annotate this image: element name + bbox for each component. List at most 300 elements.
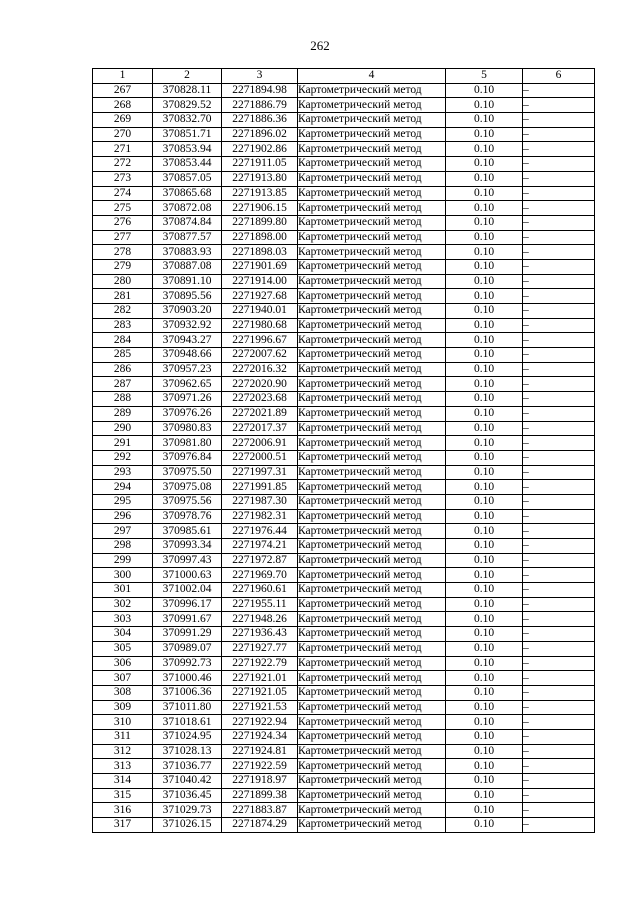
table-row <box>93 127 595 142</box>
x-coordinate-cell: 370832.70 <box>153 113 222 128</box>
accuracy-cell: 0.10 <box>446 744 523 759</box>
table-row <box>93 171 595 186</box>
note-cell: – <box>523 392 595 407</box>
point-number-cell: 297 <box>93 524 153 539</box>
note-cell: – <box>523 627 595 642</box>
page-number: 262 <box>310 38 330 53</box>
y-coordinate-cell: 2271927.77 <box>222 641 298 656</box>
table-row <box>93 215 595 230</box>
table-row <box>93 406 595 421</box>
note-cell: – <box>523 377 595 392</box>
y-coordinate-cell: 2271874.29 <box>222 818 298 833</box>
x-coordinate-cell: 371026.15 <box>153 818 222 833</box>
y-coordinate-cell: 2271924.81 <box>222 744 298 759</box>
method-cell: Картометрический метод <box>298 715 446 730</box>
x-coordinate-cell: 370828.11 <box>153 83 222 98</box>
method-cell: Картометрический метод <box>298 641 446 656</box>
note-cell: – <box>523 304 595 319</box>
y-coordinate-cell: 2272021.89 <box>222 406 298 421</box>
note-cell: – <box>523 788 595 803</box>
table-row <box>93 509 595 524</box>
accuracy-cell: 0.10 <box>446 186 523 201</box>
point-number-cell: 268 <box>93 98 153 113</box>
x-coordinate-cell: 370851.71 <box>153 127 222 142</box>
x-coordinate-cell: 370903.20 <box>153 304 222 319</box>
table-row <box>93 304 595 319</box>
method-cell: Картометрический метод <box>298 215 446 230</box>
y-coordinate-cell: 2271911.05 <box>222 157 298 172</box>
y-coordinate-cell: 2271982.31 <box>222 509 298 524</box>
note-cell: – <box>523 113 595 128</box>
accuracy-cell: 0.10 <box>446 509 523 524</box>
note-cell: – <box>523 259 595 274</box>
x-coordinate-cell: 370932.92 <box>153 318 222 333</box>
x-coordinate-cell: 370971.26 <box>153 392 222 407</box>
accuracy-cell: 0.10 <box>446 671 523 686</box>
y-coordinate-cell: 2271996.67 <box>222 333 298 348</box>
y-coordinate-cell: 2271913.85 <box>222 186 298 201</box>
table-row <box>93 289 595 304</box>
point-number-cell: 279 <box>93 259 153 274</box>
method-cell: Картометрический метод <box>298 171 446 186</box>
note-cell: – <box>523 230 595 245</box>
method-cell: Картометрический метод <box>298 774 446 789</box>
note-cell: – <box>523 553 595 568</box>
table-row <box>93 259 595 274</box>
point-number-cell: 310 <box>93 715 153 730</box>
accuracy-cell: 0.10 <box>446 157 523 172</box>
method-cell: Картометрический метод <box>298 729 446 744</box>
table-row <box>93 568 595 583</box>
table-row <box>93 230 595 245</box>
column-header-3: 3 <box>222 69 298 84</box>
accuracy-cell: 0.10 <box>446 553 523 568</box>
y-coordinate-cell: 2271921.01 <box>222 671 298 686</box>
table-row <box>93 803 595 818</box>
table-row <box>93 113 595 128</box>
method-cell: Картометрический метод <box>298 230 446 245</box>
point-number-cell: 267 <box>93 83 153 98</box>
note-cell: – <box>523 656 595 671</box>
method-cell: Картометрический метод <box>298 186 446 201</box>
table-body <box>93 83 595 832</box>
table-row <box>93 583 595 598</box>
y-coordinate-cell: 2271918.97 <box>222 774 298 789</box>
point-number-cell: 303 <box>93 612 153 627</box>
method-cell: Картометрический метод <box>298 788 446 803</box>
method-cell: Картометрический метод <box>298 289 446 304</box>
point-number-cell: 309 <box>93 700 153 715</box>
method-cell: Картометрический метод <box>298 392 446 407</box>
note-cell: – <box>523 274 595 289</box>
point-number-cell: 306 <box>93 656 153 671</box>
note-cell: – <box>523 421 595 436</box>
method-cell: Картометрический метод <box>298 318 446 333</box>
method-cell: Картометрический метод <box>298 494 446 509</box>
table-row <box>93 142 595 157</box>
y-coordinate-cell: 2271922.94 <box>222 715 298 730</box>
x-coordinate-cell: 370991.67 <box>153 612 222 627</box>
table-row <box>93 83 595 98</box>
table-row <box>93 685 595 700</box>
note-cell: – <box>523 685 595 700</box>
column-header-2: 2 <box>153 69 222 84</box>
x-coordinate-cell: 370975.50 <box>153 465 222 480</box>
point-number-cell: 289 <box>93 406 153 421</box>
accuracy-cell: 0.10 <box>446 774 523 789</box>
method-cell: Картометрический метод <box>298 509 446 524</box>
accuracy-cell: 0.10 <box>446 289 523 304</box>
note-cell: – <box>523 818 595 833</box>
y-coordinate-cell: 2271955.11 <box>222 597 298 612</box>
x-coordinate-cell: 370948.66 <box>153 348 222 363</box>
point-number-cell: 292 <box>93 450 153 465</box>
accuracy-cell: 0.10 <box>446 700 523 715</box>
method-cell: Картометрический метод <box>298 465 446 480</box>
y-coordinate-cell: 2272020.90 <box>222 377 298 392</box>
note-cell: – <box>523 641 595 656</box>
y-coordinate-cell: 2271991.85 <box>222 480 298 495</box>
x-coordinate-cell: 370943.27 <box>153 333 222 348</box>
point-number-cell: 311 <box>93 729 153 744</box>
accuracy-cell: 0.10 <box>446 333 523 348</box>
point-number-cell: 315 <box>93 788 153 803</box>
x-coordinate-cell: 371024.95 <box>153 729 222 744</box>
note-cell: – <box>523 362 595 377</box>
note-cell: – <box>523 289 595 304</box>
note-cell: – <box>523 715 595 730</box>
method-cell: Картометрический метод <box>298 539 446 554</box>
y-coordinate-cell: 2271922.79 <box>222 656 298 671</box>
y-coordinate-cell: 2271921.05 <box>222 685 298 700</box>
table-row <box>93 744 595 759</box>
accuracy-cell: 0.10 <box>446 171 523 186</box>
table-row <box>93 348 595 363</box>
method-cell: Картометрический метод <box>298 201 446 216</box>
x-coordinate-cell: 371028.13 <box>153 744 222 759</box>
table-row <box>93 157 595 172</box>
note-cell: – <box>523 83 595 98</box>
table-row <box>93 774 595 789</box>
accuracy-cell: 0.10 <box>446 318 523 333</box>
note-cell: – <box>523 465 595 480</box>
accuracy-cell: 0.10 <box>446 656 523 671</box>
note-cell: – <box>523 142 595 157</box>
method-cell: Картометрический метод <box>298 127 446 142</box>
accuracy-cell: 0.10 <box>446 142 523 157</box>
x-coordinate-cell: 370976.26 <box>153 406 222 421</box>
accuracy-cell: 0.10 <box>446 480 523 495</box>
method-cell: Картометрический метод <box>298 553 446 568</box>
note-cell: – <box>523 494 595 509</box>
note-cell: – <box>523 450 595 465</box>
column-header-5: 5 <box>446 69 523 84</box>
accuracy-cell: 0.10 <box>446 215 523 230</box>
accuracy-cell: 0.10 <box>446 759 523 774</box>
point-number-cell: 312 <box>93 744 153 759</box>
point-number-cell: 317 <box>93 818 153 833</box>
y-coordinate-cell: 2271980.68 <box>222 318 298 333</box>
y-coordinate-cell: 2271902.86 <box>222 142 298 157</box>
method-cell: Картометрический метод <box>298 612 446 627</box>
accuracy-cell: 0.10 <box>446 803 523 818</box>
note-cell: – <box>523 539 595 554</box>
x-coordinate-cell: 370887.08 <box>153 259 222 274</box>
note-cell: – <box>523 597 595 612</box>
x-coordinate-cell: 371036.77 <box>153 759 222 774</box>
table-row <box>93 671 595 686</box>
method-cell: Картометрический метод <box>298 480 446 495</box>
point-number-cell: 307 <box>93 671 153 686</box>
x-coordinate-cell: 370895.56 <box>153 289 222 304</box>
y-coordinate-cell: 2272016.32 <box>222 362 298 377</box>
table-row <box>93 788 595 803</box>
y-coordinate-cell: 2272006.91 <box>222 436 298 451</box>
point-number-cell: 273 <box>93 171 153 186</box>
note-cell: – <box>523 245 595 260</box>
point-number-cell: 270 <box>93 127 153 142</box>
point-number-cell: 272 <box>93 157 153 172</box>
point-number-cell: 308 <box>93 685 153 700</box>
point-number-cell: 286 <box>93 362 153 377</box>
method-cell: Картометрический метод <box>298 245 446 260</box>
coordinates-table <box>92 68 595 833</box>
y-coordinate-cell: 2271921.53 <box>222 700 298 715</box>
accuracy-cell: 0.10 <box>446 568 523 583</box>
accuracy-cell: 0.10 <box>446 450 523 465</box>
y-coordinate-cell: 2272007.62 <box>222 348 298 363</box>
table-row <box>93 818 595 833</box>
x-coordinate-cell: 371011.80 <box>153 700 222 715</box>
table-row <box>93 641 595 656</box>
note-cell: – <box>523 583 595 598</box>
y-coordinate-cell: 2271886.79 <box>222 98 298 113</box>
x-coordinate-cell: 371036.45 <box>153 788 222 803</box>
method-cell: Картометрический метод <box>298 450 446 465</box>
x-coordinate-cell: 371018.61 <box>153 715 222 730</box>
method-cell: Картометрический метод <box>298 744 446 759</box>
point-number-cell: 300 <box>93 568 153 583</box>
accuracy-cell: 0.10 <box>446 127 523 142</box>
table-row <box>93 480 595 495</box>
table-row <box>93 436 595 451</box>
note-cell: – <box>523 759 595 774</box>
point-number-cell: 277 <box>93 230 153 245</box>
accuracy-cell: 0.10 <box>446 627 523 642</box>
table-row <box>93 318 595 333</box>
accuracy-cell: 0.10 <box>446 524 523 539</box>
y-coordinate-cell: 2271940.01 <box>222 304 298 319</box>
y-coordinate-cell: 2271969.70 <box>222 568 298 583</box>
x-coordinate-cell: 371000.63 <box>153 568 222 583</box>
note-cell: – <box>523 509 595 524</box>
y-coordinate-cell: 2271922.59 <box>222 759 298 774</box>
column-header-6: 6 <box>523 69 595 84</box>
point-number-cell: 314 <box>93 774 153 789</box>
table-row <box>93 759 595 774</box>
y-coordinate-cell: 2271913.80 <box>222 171 298 186</box>
method-cell: Картометрический метод <box>298 436 446 451</box>
note-cell: – <box>523 98 595 113</box>
accuracy-cell: 0.10 <box>446 348 523 363</box>
point-number-cell: 276 <box>93 215 153 230</box>
point-number-cell: 288 <box>93 392 153 407</box>
x-coordinate-cell: 370857.05 <box>153 171 222 186</box>
x-coordinate-cell: 370985.61 <box>153 524 222 539</box>
table-header-row <box>93 69 595 84</box>
table-row <box>93 465 595 480</box>
point-number-cell: 296 <box>93 509 153 524</box>
x-coordinate-cell: 370829.52 <box>153 98 222 113</box>
note-cell: – <box>523 348 595 363</box>
note-cell: – <box>523 524 595 539</box>
y-coordinate-cell: 2271906.15 <box>222 201 298 216</box>
table-row <box>93 98 595 113</box>
accuracy-cell: 0.10 <box>446 274 523 289</box>
x-coordinate-cell: 370980.83 <box>153 421 222 436</box>
accuracy-cell: 0.10 <box>446 98 523 113</box>
method-cell: Картометрический метод <box>298 700 446 715</box>
accuracy-cell: 0.10 <box>446 641 523 656</box>
x-coordinate-cell: 371040.42 <box>153 774 222 789</box>
point-number-cell: 274 <box>93 186 153 201</box>
table-row <box>93 421 595 436</box>
point-number-cell: 295 <box>93 494 153 509</box>
y-coordinate-cell: 2271901.69 <box>222 259 298 274</box>
accuracy-cell: 0.10 <box>446 421 523 436</box>
method-cell: Картометрический метод <box>298 304 446 319</box>
method-cell: Картометрический метод <box>298 759 446 774</box>
method-cell: Картометрический метод <box>298 377 446 392</box>
accuracy-cell: 0.10 <box>446 406 523 421</box>
note-cell: – <box>523 568 595 583</box>
point-number-cell: 316 <box>93 803 153 818</box>
accuracy-cell: 0.10 <box>446 465 523 480</box>
point-number-cell: 285 <box>93 348 153 363</box>
table-row <box>93 362 595 377</box>
y-coordinate-cell: 2271886.36 <box>222 113 298 128</box>
method-cell: Картометрический метод <box>298 803 446 818</box>
accuracy-cell: 0.10 <box>446 597 523 612</box>
table-row <box>93 612 595 627</box>
note-cell: – <box>523 171 595 186</box>
note-cell: – <box>523 480 595 495</box>
accuracy-cell: 0.10 <box>446 201 523 216</box>
x-coordinate-cell: 370877.57 <box>153 230 222 245</box>
y-coordinate-cell: 2271898.00 <box>222 230 298 245</box>
point-number-cell: 271 <box>93 142 153 157</box>
accuracy-cell: 0.10 <box>446 113 523 128</box>
point-number-cell: 283 <box>93 318 153 333</box>
x-coordinate-cell: 370996.17 <box>153 597 222 612</box>
y-coordinate-cell: 2271883.87 <box>222 803 298 818</box>
x-coordinate-cell: 370976.84 <box>153 450 222 465</box>
accuracy-cell: 0.10 <box>446 304 523 319</box>
x-coordinate-cell: 370891.10 <box>153 274 222 289</box>
table-row <box>93 377 595 392</box>
method-cell: Картометрический метод <box>298 818 446 833</box>
note-cell: – <box>523 215 595 230</box>
accuracy-cell: 0.10 <box>446 377 523 392</box>
table-row <box>93 700 595 715</box>
x-coordinate-cell: 370992.73 <box>153 656 222 671</box>
y-coordinate-cell: 2271960.61 <box>222 583 298 598</box>
point-number-cell: 313 <box>93 759 153 774</box>
point-number-cell: 294 <box>93 480 153 495</box>
y-coordinate-cell: 2271898.03 <box>222 245 298 260</box>
column-header-4: 4 <box>298 69 446 84</box>
table-row <box>93 553 595 568</box>
accuracy-cell: 0.10 <box>446 583 523 598</box>
column-header-1: 1 <box>93 69 153 84</box>
point-number-cell: 281 <box>93 289 153 304</box>
accuracy-cell: 0.10 <box>446 685 523 700</box>
point-number-cell: 284 <box>93 333 153 348</box>
note-cell: – <box>523 671 595 686</box>
x-coordinate-cell: 370978.76 <box>153 509 222 524</box>
y-coordinate-cell: 2271924.34 <box>222 729 298 744</box>
method-cell: Картометрический метод <box>298 142 446 157</box>
table-row <box>93 539 595 554</box>
method-cell: Картометрический метод <box>298 656 446 671</box>
accuracy-cell: 0.10 <box>446 788 523 803</box>
accuracy-cell: 0.10 <box>446 494 523 509</box>
note-cell: – <box>523 729 595 744</box>
accuracy-cell: 0.10 <box>446 612 523 627</box>
accuracy-cell: 0.10 <box>446 392 523 407</box>
x-coordinate-cell: 370989.07 <box>153 641 222 656</box>
y-coordinate-cell: 2271896.02 <box>222 127 298 142</box>
note-cell: – <box>523 406 595 421</box>
x-coordinate-cell: 370957.23 <box>153 362 222 377</box>
x-coordinate-cell: 370874.84 <box>153 215 222 230</box>
note-cell: – <box>523 803 595 818</box>
point-number-cell: 287 <box>93 377 153 392</box>
method-cell: Картометрический метод <box>298 597 446 612</box>
table-row <box>93 729 595 744</box>
method-cell: Картометрический метод <box>298 274 446 289</box>
note-cell: – <box>523 318 595 333</box>
point-number-cell: 305 <box>93 641 153 656</box>
point-number-cell: 269 <box>93 113 153 128</box>
method-cell: Картометрический метод <box>298 113 446 128</box>
accuracy-cell: 0.10 <box>446 729 523 744</box>
x-coordinate-cell: 370853.94 <box>153 142 222 157</box>
y-coordinate-cell: 2272000.51 <box>222 450 298 465</box>
y-coordinate-cell: 2271899.38 <box>222 788 298 803</box>
note-cell: – <box>523 744 595 759</box>
accuracy-cell: 0.10 <box>446 83 523 98</box>
point-number-cell: 278 <box>93 245 153 260</box>
method-cell: Картометрический метод <box>298 333 446 348</box>
table-row <box>93 392 595 407</box>
note-cell: – <box>523 436 595 451</box>
method-cell: Картометрический метод <box>298 568 446 583</box>
table-row <box>93 333 595 348</box>
y-coordinate-cell: 2271976.44 <box>222 524 298 539</box>
method-cell: Картометрический метод <box>298 362 446 377</box>
table-row <box>93 494 595 509</box>
x-coordinate-cell: 370865.68 <box>153 186 222 201</box>
point-number-cell: 293 <box>93 465 153 480</box>
x-coordinate-cell: 371029.73 <box>153 803 222 818</box>
table-row <box>93 524 595 539</box>
note-cell: – <box>523 612 595 627</box>
note-cell: – <box>523 774 595 789</box>
method-cell: Картометрический метод <box>298 83 446 98</box>
point-number-cell: 302 <box>93 597 153 612</box>
accuracy-cell: 0.10 <box>446 818 523 833</box>
